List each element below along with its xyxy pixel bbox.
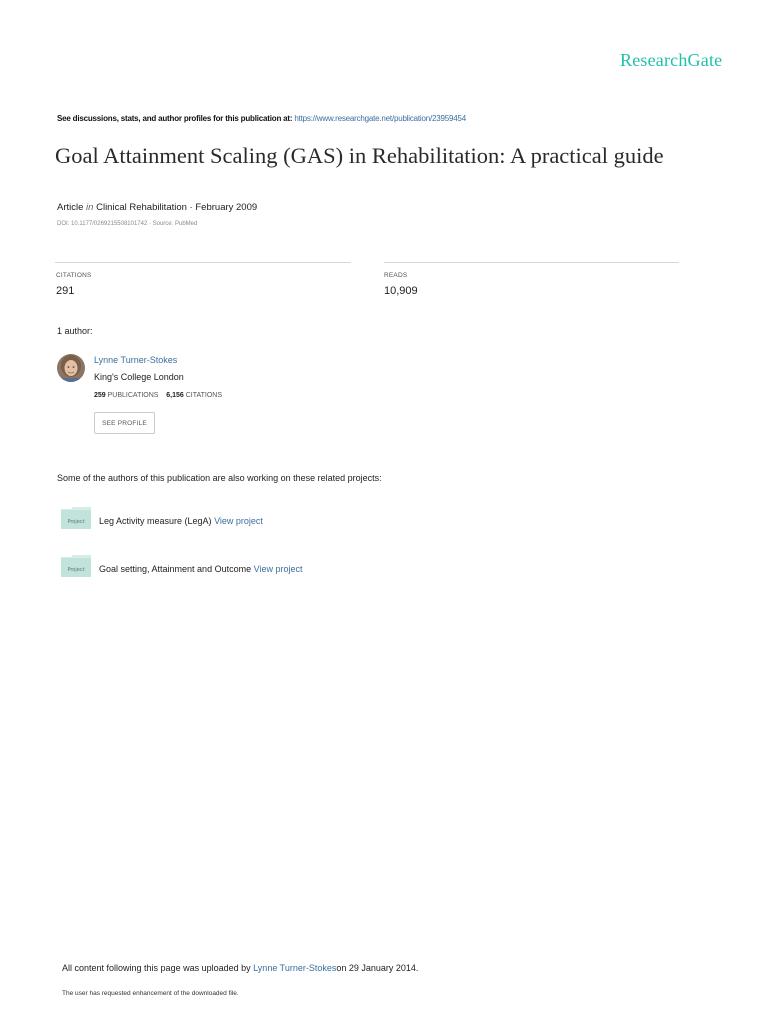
authors-heading: 1 author: (57, 326, 93, 336)
publication-type: Article (57, 202, 84, 213)
upload-notice (62, 963, 418, 973)
reads-label: READS (384, 272, 408, 279)
author-avatar[interactable] (57, 354, 85, 382)
author-publications-count: 259 (94, 392, 106, 399)
project-item (99, 564, 302, 574)
project-folder-icon (60, 554, 92, 578)
author-institution: King's College London (94, 372, 184, 382)
author-citations-count: 6,156 (166, 392, 184, 399)
publication-title: Goal Attainment Scaling (GAS) in Rehabilitation: A practical guide (55, 143, 664, 168)
upload-prefix: All content following this page was uploaded by (62, 963, 251, 973)
see-discussions-text: See discussions, stats, and author profiles for this publication at: (57, 114, 293, 123)
related-projects-heading: Some of the authors of this publication are also working on these related projects: (57, 473, 382, 483)
author-publications-label: PUBLICATIONS (107, 392, 159, 399)
view-project-link[interactable]: View project (253, 564, 303, 574)
date-separator: · (186, 202, 196, 213)
project-name: Goal setting, Attainment and Outcome (99, 564, 252, 574)
see-profile-button[interactable]: SEE PROFILE (94, 412, 155, 434)
citations-label: CITATIONS (56, 272, 92, 279)
reads-value: 10,909 (384, 285, 418, 297)
reads-divider (384, 262, 679, 263)
publication-url-link[interactable]: https://www.researchgate.net/publication/23959454 (294, 114, 467, 123)
author-citations-label: CITATIONS (185, 392, 223, 399)
project-name: Leg Activity measure (LegA) (99, 516, 212, 526)
uploader-link[interactable]: Lynne Turner-Stokes (253, 963, 337, 973)
publication-date: February 2009 (195, 202, 258, 213)
project-icon-label: Project (67, 567, 85, 573)
researchgate-logo[interactable]: ResearchGate (620, 50, 723, 70)
upload-suffix: on 29 January 2014. (336, 963, 419, 973)
project-icon-label: Project (67, 519, 85, 525)
project-item (99, 516, 263, 526)
doi-line: DOI: 10.1177/0269215508101742 · Source: PubMed (57, 221, 198, 227)
author-photo-icon (57, 354, 85, 382)
journal-name: Clinical Rehabilitation (96, 202, 187, 213)
in-word: in (86, 202, 94, 213)
citations-divider (55, 262, 351, 263)
publication-meta (57, 202, 257, 213)
author-stats (94, 392, 222, 399)
author-name-link[interactable]: Lynne Turner-Stokes (94, 355, 178, 365)
view-project-link[interactable]: View project (214, 516, 263, 526)
see-discussions-line (57, 114, 466, 123)
enhancement-notice: The user has requested enhancement of the downloaded file. (62, 990, 239, 997)
project-folder-icon (60, 506, 92, 530)
citations-value: 291 (56, 285, 75, 297)
